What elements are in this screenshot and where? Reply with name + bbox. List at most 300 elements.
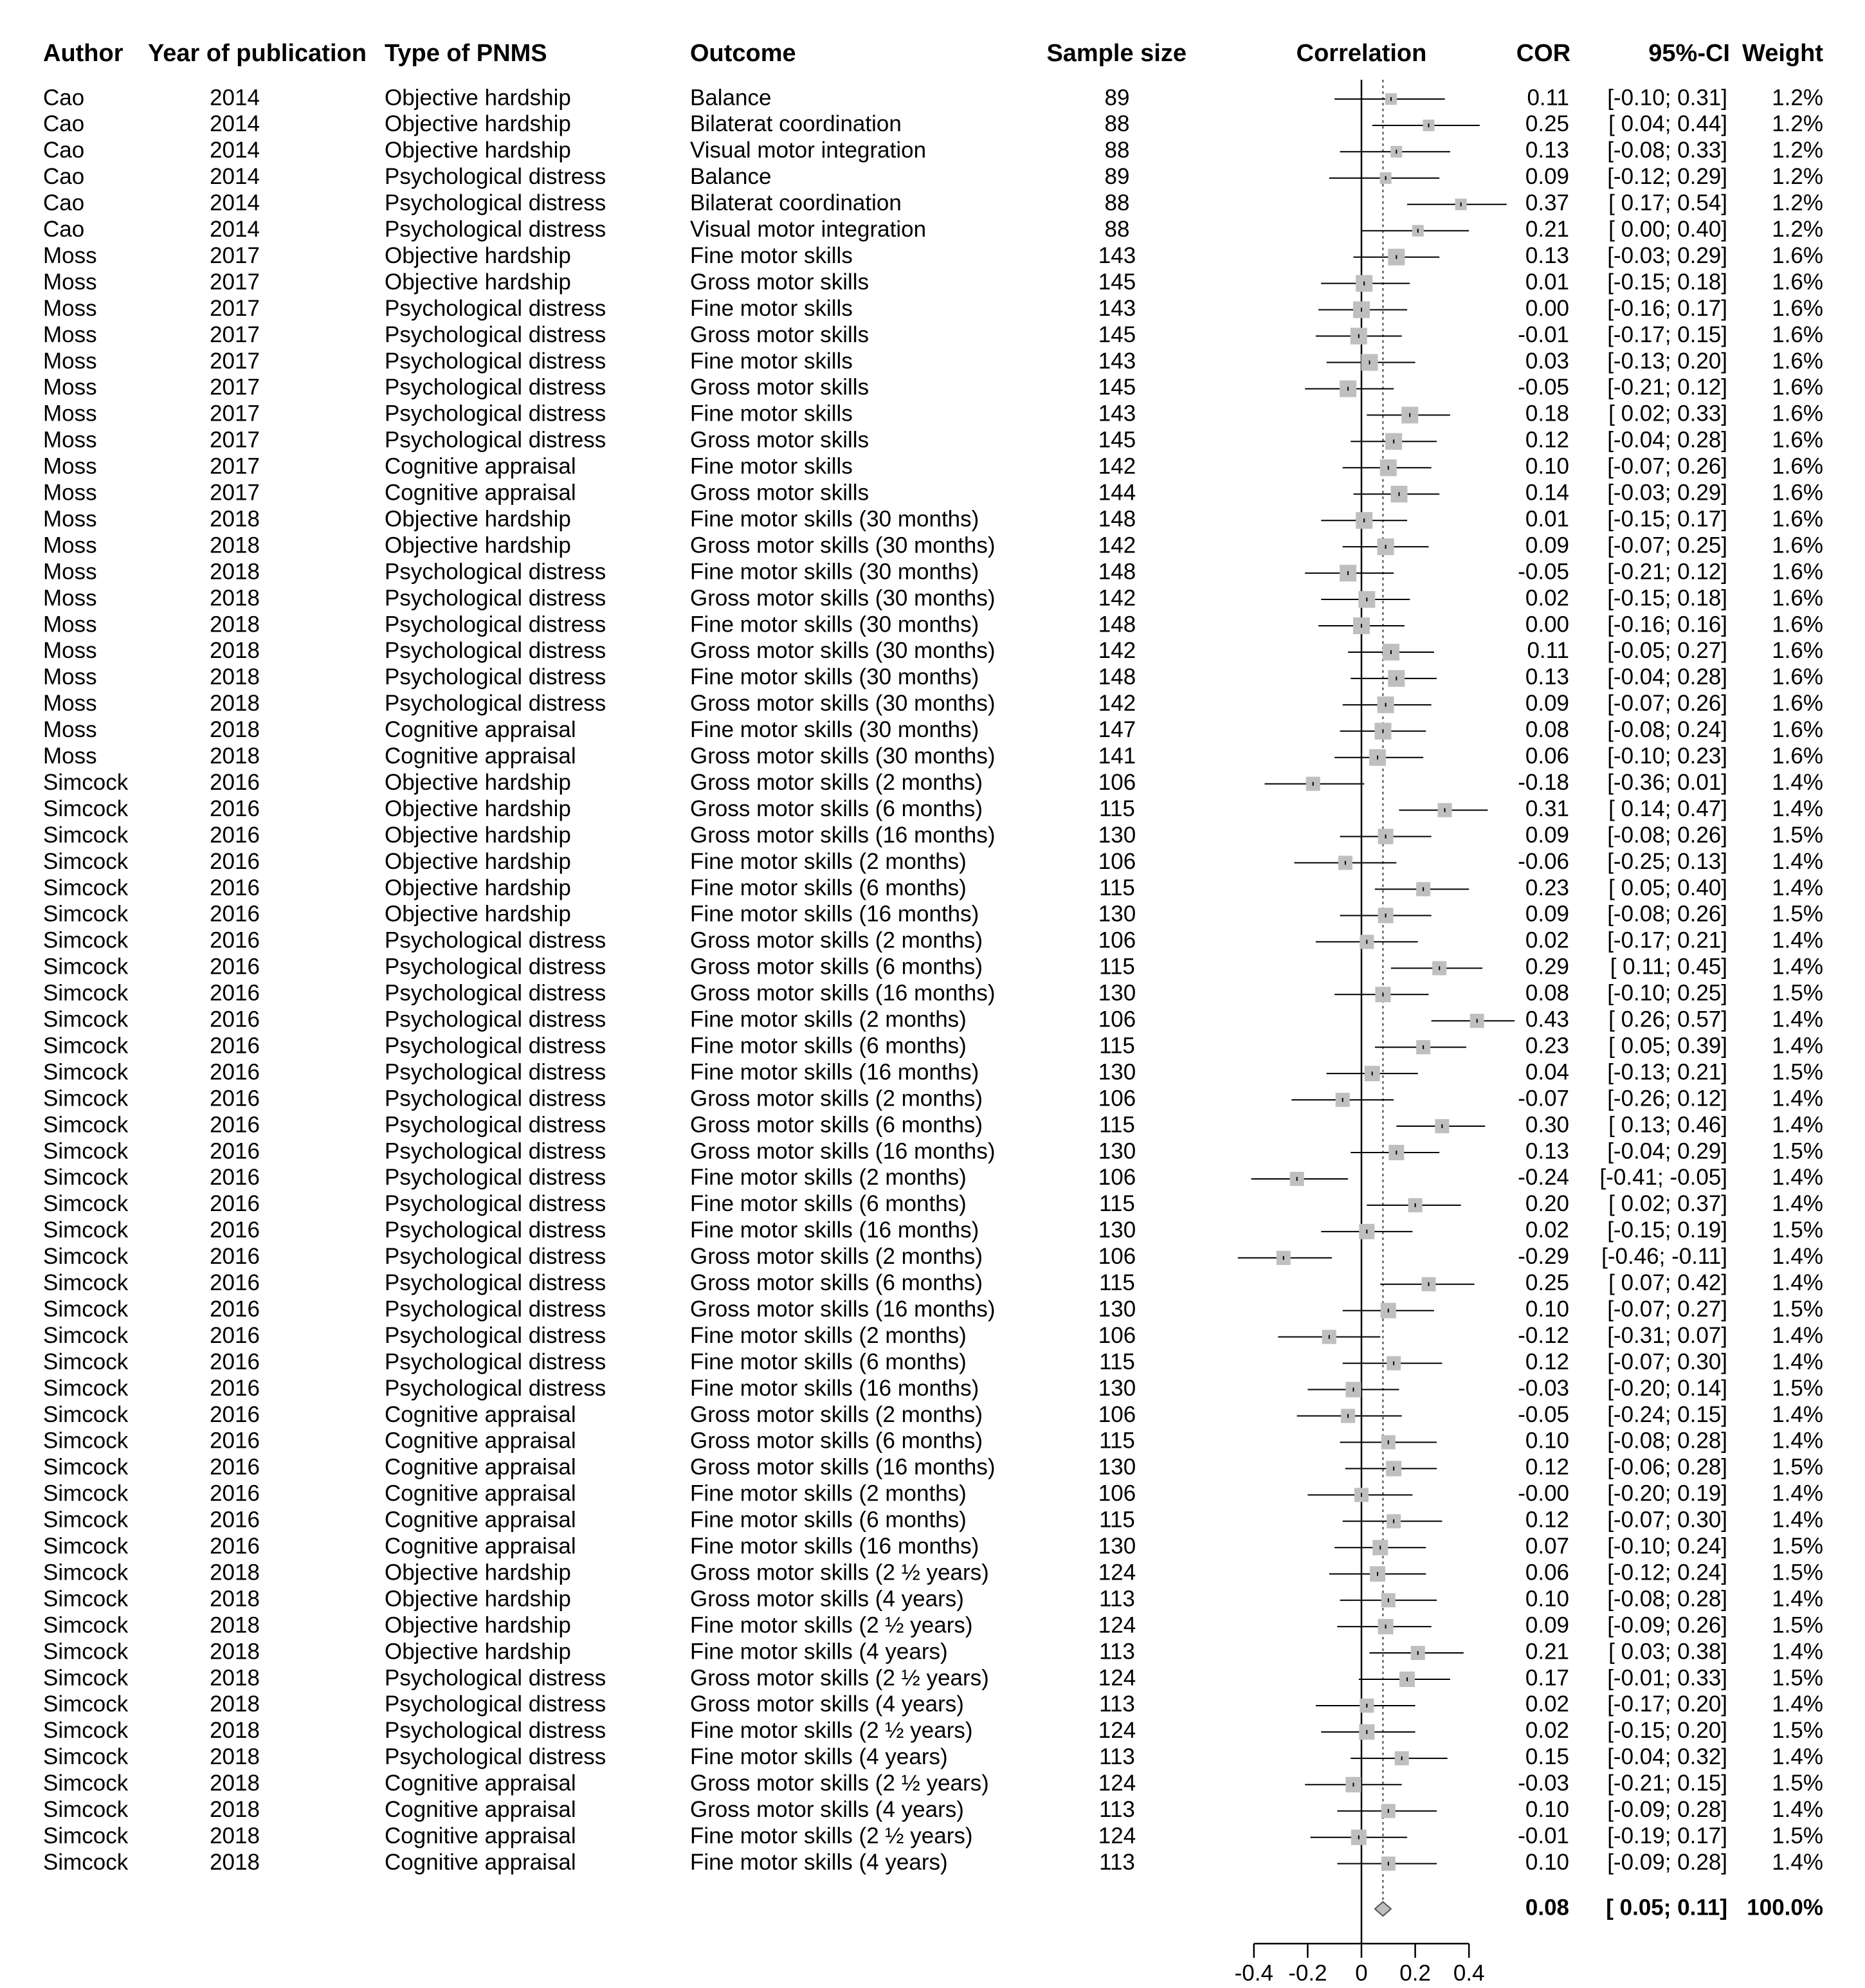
row-outcome: Bilaterat coordination (690, 190, 902, 216)
row-author: Simcock (43, 1322, 129, 1348)
row-cor: 0.13 (1525, 242, 1569, 268)
row-ci: [-0.07; 0.30] (1607, 1349, 1727, 1374)
row-cor: 0.03 (1525, 348, 1569, 374)
row-author: Moss (43, 691, 97, 716)
row-author: Simcock (43, 1375, 129, 1401)
row-ci: [-0.09; 0.26] (1607, 1612, 1727, 1638)
row-ci: [-0.20; 0.14] (1607, 1375, 1727, 1401)
row-type: Psychological distress (385, 374, 606, 400)
row-year: 2018 (210, 506, 260, 532)
row-sample-size: 115 (1099, 1112, 1135, 1138)
row-weight: 1.5% (1772, 1454, 1823, 1480)
row-sample-size: 113 (1099, 1639, 1135, 1664)
row-cor: 0.25 (1525, 111, 1569, 137)
row-year: 2017 (210, 348, 260, 374)
row-type: Psychological distress (385, 559, 606, 585)
row-year: 2018 (210, 1744, 260, 1770)
row-ci: [-0.41; -0.05] (1599, 1165, 1727, 1190)
row-author: Simcock (43, 1823, 129, 1848)
row-weight: 1.6% (1772, 480, 1823, 506)
row-ci: [-0.08; 0.28] (1607, 1428, 1727, 1454)
row-weight: 1.2% (1772, 138, 1823, 163)
row-author: Cao (43, 138, 85, 163)
row-sample-size: 115 (1099, 796, 1135, 821)
row-type: Objective hardship (385, 875, 571, 900)
row-cor: 0.21 (1525, 1639, 1569, 1664)
row-sample-size: 124 (1098, 1718, 1136, 1744)
row-cor: 0.02 (1525, 585, 1569, 611)
row-type: Psychological distress (385, 1138, 606, 1164)
row-ci: [-0.04; 0.28] (1607, 427, 1727, 453)
row-type: Psychological distress (385, 295, 606, 321)
row-year: 2016 (210, 1428, 260, 1454)
row-weight: 1.6% (1772, 295, 1823, 321)
row-sample-size: 106 (1098, 848, 1136, 874)
row-type: Psychological distress (385, 1086, 606, 1111)
row-author: Simcock (43, 1270, 129, 1295)
row-type: Objective hardship (385, 85, 571, 111)
row-author: Moss (43, 743, 97, 769)
row-outcome: Fine motor skills (16 months) (690, 1217, 979, 1243)
row-author: Simcock (43, 1086, 129, 1111)
row-cor: 0.09 (1525, 691, 1569, 716)
row-weight: 1.4% (1772, 1086, 1823, 1111)
row-type: Psychological distress (385, 954, 606, 980)
row-author: Simcock (43, 1217, 129, 1243)
row-outcome: Fine motor skills (6 months) (690, 1033, 967, 1059)
row-ci: [-0.10; 0.24] (1607, 1533, 1727, 1559)
row-outcome: Gross motor skills (690, 427, 869, 453)
row-sample-size: 88 (1104, 111, 1130, 137)
row-weight: 1.6% (1772, 348, 1823, 374)
row-year: 2018 (210, 664, 260, 690)
row-type: Objective hardship (385, 848, 571, 874)
row-year: 2014 (210, 190, 260, 216)
row-ci: [-0.15; 0.20] (1607, 1718, 1727, 1744)
row-type: Psychological distress (385, 1059, 606, 1085)
row-author: Simcock (43, 1296, 129, 1322)
row-author: Moss (43, 269, 97, 295)
row-ci: [-0.21; 0.12] (1607, 374, 1727, 400)
row-type: Psychological distress (385, 1718, 606, 1744)
row-outcome: Gross motor skills (30 months) (690, 743, 996, 769)
row-author: Moss (43, 717, 97, 743)
row-type: Psychological distress (385, 217, 606, 242)
row-cor: 0.14 (1525, 480, 1569, 506)
row-weight: 1.5% (1772, 980, 1823, 1006)
row-weight: 1.2% (1772, 190, 1823, 216)
row-type: Psychological distress (385, 1322, 606, 1348)
row-type: Cognitive appraisal (385, 1481, 576, 1506)
row-year: 2014 (210, 164, 260, 190)
row-cor: -0.03 (1518, 1375, 1569, 1401)
row-cor: 0.11 (1527, 638, 1569, 664)
row-sample-size: 88 (1104, 217, 1130, 242)
row-sample-size: 115 (1099, 954, 1135, 980)
row-weight: 1.5% (1772, 1059, 1823, 1085)
row-type: Psychological distress (385, 164, 606, 190)
row-sample-size: 124 (1098, 1560, 1136, 1585)
row-year: 2018 (210, 612, 260, 637)
row-author: Simcock (43, 1771, 129, 1796)
row-author: Simcock (43, 1059, 129, 1085)
row-sample-size: 124 (1098, 1612, 1136, 1638)
row-weight: 1.4% (1772, 875, 1823, 900)
row-sample-size: 145 (1098, 427, 1136, 453)
row-cor: 0.12 (1525, 427, 1569, 453)
row-cor: 0.09 (1525, 533, 1569, 558)
row-type: Psychological distress (385, 1112, 606, 1138)
row-sample-size: 130 (1098, 1454, 1136, 1480)
row-ci: [-0.03; 0.29] (1607, 242, 1727, 268)
row-weight: 1.4% (1772, 1007, 1823, 1032)
row-author: Simcock (43, 1244, 129, 1270)
row-weight: 1.5% (1772, 1771, 1823, 1796)
row-weight: 1.4% (1772, 848, 1823, 874)
row-type: Psychological distress (385, 1217, 606, 1243)
row-weight: 1.4% (1772, 954, 1823, 980)
row-year: 2016 (210, 796, 260, 821)
row-cor: 0.18 (1525, 401, 1569, 426)
row-cor: 0.30 (1525, 1112, 1569, 1138)
summary-weight: 100.0% (1747, 1895, 1823, 1920)
row-type: Cognitive appraisal (385, 1849, 576, 1875)
row-ci: [-0.09; 0.28] (1607, 1849, 1727, 1875)
row-year: 2016 (210, 1217, 260, 1243)
row-cor: 0.13 (1525, 1138, 1569, 1164)
x-tick-label: -0.2 (1288, 1960, 1327, 1986)
row-outcome: Gross motor skills (690, 322, 869, 347)
row-author: Moss (43, 348, 97, 374)
row-sample-size: 113 (1099, 1692, 1135, 1717)
row-weight: 1.5% (1772, 1375, 1823, 1401)
row-ci: [-0.12; 0.24] (1607, 1560, 1727, 1585)
row-cor: -0.05 (1518, 559, 1569, 585)
row-cor: 0.23 (1525, 875, 1569, 900)
row-weight: 1.4% (1772, 1401, 1823, 1427)
row-sample-size: 130 (1098, 1533, 1136, 1559)
row-weight: 1.4% (1772, 1322, 1823, 1348)
row-author: Simcock (43, 1586, 129, 1612)
row-sample-size: 88 (1104, 190, 1130, 216)
row-author: Simcock (43, 1639, 129, 1664)
row-ci: [ 0.05; 0.40] (1608, 875, 1727, 900)
row-type: Psychological distress (385, 980, 606, 1006)
row-sample-size: 124 (1098, 1665, 1136, 1691)
row-outcome: Gross motor skills (16 months) (690, 1454, 996, 1480)
row-sample-size: 106 (1098, 1086, 1136, 1111)
row-weight: 1.5% (1772, 1665, 1823, 1691)
row-weight: 1.4% (1772, 1428, 1823, 1454)
row-cor: 0.00 (1525, 295, 1569, 321)
row-type: Psychological distress (385, 638, 606, 664)
row-author: Simcock (43, 1560, 129, 1585)
row-type: Psychological distress (385, 1165, 606, 1190)
row-year: 2016 (210, 1165, 260, 1190)
row-cor: 0.10 (1525, 1586, 1569, 1612)
row-sample-size: 130 (1098, 1296, 1136, 1322)
row-author: Simcock (43, 1612, 129, 1638)
row-year: 2018 (210, 1797, 260, 1822)
row-type: Cognitive appraisal (385, 1401, 576, 1427)
row-cor: -0.07 (1518, 1086, 1569, 1111)
row-outcome: Gross motor skills (16 months) (690, 1296, 996, 1322)
row-type: Psychological distress (385, 1270, 606, 1295)
row-weight: 1.4% (1772, 1033, 1823, 1059)
row-author: Simcock (43, 901, 129, 927)
row-weight: 1.6% (1772, 427, 1823, 453)
row-sample-size: 115 (1099, 1428, 1135, 1454)
x-tick-label: -0.4 (1234, 1960, 1273, 1986)
row-year: 2018 (210, 1560, 260, 1585)
row-cor: 0.10 (1525, 1428, 1569, 1454)
row-year: 2018 (210, 1718, 260, 1744)
row-type: Psychological distress (385, 1244, 606, 1270)
row-author: Simcock (43, 980, 129, 1006)
row-type: Psychological distress (385, 664, 606, 690)
row-weight: 1.6% (1772, 638, 1823, 664)
row-type: Objective hardship (385, 1586, 571, 1612)
row-ci: [-0.24; 0.15] (1607, 1401, 1727, 1427)
row-weight: 1.5% (1772, 1823, 1823, 1848)
row-year: 2016 (210, 1296, 260, 1322)
row-type: Psychological distress (385, 691, 606, 716)
row-author: Moss (43, 401, 97, 426)
row-sample-size: 142 (1098, 638, 1136, 664)
row-author: Simcock (43, 1401, 129, 1427)
row-cor: -0.03 (1518, 1771, 1569, 1796)
row-year: 2016 (210, 1059, 260, 1085)
row-weight: 1.6% (1772, 612, 1823, 637)
row-weight: 1.6% (1772, 269, 1823, 295)
row-year: 2018 (210, 1665, 260, 1691)
row-type: Psychological distress (385, 1744, 606, 1770)
row-weight: 1.4% (1772, 769, 1823, 795)
row-cor: 0.17 (1525, 1665, 1569, 1691)
row-sample-size: 130 (1098, 1375, 1136, 1401)
row-author: Moss (43, 242, 97, 268)
row-year: 2018 (210, 1823, 260, 1848)
row-sample-size: 142 (1098, 533, 1136, 558)
row-year: 2016 (210, 1270, 260, 1295)
row-type: Psychological distress (385, 1296, 606, 1322)
row-sample-size: 142 (1098, 691, 1136, 716)
row-type: Psychological distress (385, 1007, 606, 1032)
row-outcome: Fine motor skills (2 months) (690, 1165, 967, 1190)
row-ci: [-0.26; 0.12] (1607, 1086, 1727, 1111)
row-outcome: Fine motor skills (30 months) (690, 717, 979, 743)
row-weight: 1.4% (1772, 796, 1823, 821)
row-weight: 1.6% (1772, 322, 1823, 347)
row-author: Moss (43, 480, 97, 506)
row-type: Psychological distress (385, 1375, 606, 1401)
row-cor: 0.13 (1525, 138, 1569, 163)
row-type: Objective hardship (385, 1612, 571, 1638)
row-outcome: Gross motor skills (2 months) (690, 1244, 983, 1270)
row-ci: [-0.15; 0.17] (1607, 506, 1727, 532)
x-tick-label: 0.2 (1399, 1960, 1431, 1986)
row-year: 2016 (210, 1138, 260, 1164)
row-cor: 0.01 (1525, 506, 1569, 532)
row-type: Objective hardship (385, 796, 571, 821)
row-author: Simcock (43, 1507, 129, 1533)
row-sample-size: 143 (1098, 348, 1136, 374)
row-outcome: Fine motor skills (30 months) (690, 612, 979, 637)
row-sample-size: 106 (1098, 1401, 1136, 1427)
row-cor: 0.21 (1525, 217, 1569, 242)
row-author: Simcock (43, 1481, 129, 1506)
row-author: Moss (43, 427, 97, 453)
row-type: Cognitive appraisal (385, 1454, 576, 1480)
row-type: Cognitive appraisal (385, 453, 576, 479)
row-year: 2016 (210, 1454, 260, 1480)
row-cor: 0.15 (1525, 1744, 1569, 1770)
row-ci: [-0.04; 0.29] (1607, 1138, 1727, 1164)
row-ci: [ 0.13; 0.46] (1608, 1112, 1727, 1138)
row-year: 2016 (210, 1533, 260, 1559)
row-sample-size: 145 (1098, 269, 1136, 295)
row-type: Cognitive appraisal (385, 480, 576, 506)
row-sample-size: 143 (1098, 242, 1136, 268)
row-sample-size: 106 (1098, 1007, 1136, 1032)
row-outcome: Gross motor skills (6 months) (690, 1428, 983, 1454)
row-type: Objective hardship (385, 242, 571, 268)
row-weight: 1.2% (1772, 217, 1823, 242)
row-author: Moss (43, 322, 97, 347)
row-sample-size: 115 (1099, 1033, 1135, 1059)
row-ci: [-0.07; 0.30] (1607, 1507, 1727, 1533)
row-sample-size: 89 (1104, 164, 1130, 190)
row-author: Simcock (43, 1849, 129, 1875)
header-ci: 95%-CI (1648, 40, 1730, 68)
row-outcome: Fine motor skills (30 months) (690, 506, 979, 532)
row-year: 2017 (210, 242, 260, 268)
row-cor: 0.08 (1525, 980, 1569, 1006)
row-weight: 1.4% (1772, 1692, 1823, 1717)
row-outcome: Gross motor skills (2 ½ years) (690, 1771, 989, 1796)
row-sample-size: 89 (1104, 85, 1130, 111)
row-type: Cognitive appraisal (385, 1823, 576, 1848)
row-sample-size: 130 (1098, 980, 1136, 1006)
row-author: Moss (43, 664, 97, 690)
row-ci: [-0.09; 0.28] (1607, 1797, 1727, 1822)
row-type: Cognitive appraisal (385, 1507, 576, 1533)
row-author: Simcock (43, 1138, 129, 1164)
row-cor: 0.09 (1525, 901, 1569, 927)
row-weight: 1.6% (1772, 691, 1823, 716)
row-type: Objective hardship (385, 138, 571, 163)
row-cor: 0.10 (1525, 1849, 1569, 1875)
row-cor: -0.05 (1518, 1401, 1569, 1427)
row-author: Simcock (43, 1007, 129, 1032)
row-cor: 0.10 (1525, 1797, 1569, 1822)
row-year: 2018 (210, 1849, 260, 1875)
row-outcome: Fine motor skills (2 ½ years) (690, 1823, 973, 1848)
row-outcome: Fine motor skills (6 months) (690, 1349, 967, 1374)
row-year: 2016 (210, 954, 260, 980)
row-author: Moss (43, 506, 97, 532)
header-correlation: Correlation (1296, 40, 1427, 68)
row-author: Simcock (43, 848, 129, 874)
row-sample-size: 130 (1098, 1138, 1136, 1164)
row-year: 2018 (210, 1639, 260, 1664)
row-cor: -0.01 (1518, 322, 1569, 347)
row-ci: [-0.10; 0.31] (1607, 85, 1727, 111)
row-outcome: Gross motor skills (2 months) (690, 1086, 983, 1111)
row-year: 2016 (210, 1033, 260, 1059)
row-outcome: Fine motor skills (690, 295, 853, 321)
row-outcome: Gross motor skills (690, 374, 869, 400)
row-year: 2016 (210, 822, 260, 848)
row-cor: 0.12 (1525, 1507, 1569, 1533)
row-type: Psychological distress (385, 190, 606, 216)
row-year: 2018 (210, 533, 260, 558)
row-sample-size: 115 (1099, 1349, 1135, 1374)
row-ci: [-0.05; 0.27] (1607, 638, 1727, 664)
row-weight: 1.6% (1772, 717, 1823, 743)
row-ci: [-0.01; 0.33] (1607, 1665, 1727, 1691)
row-outcome: Balance (690, 164, 772, 190)
row-sample-size: 113 (1099, 1797, 1135, 1822)
row-ci: [-0.21; 0.15] (1607, 1771, 1727, 1796)
row-year: 2014 (210, 111, 260, 137)
row-outcome: Fine motor skills (16 months) (690, 1059, 979, 1085)
row-ci: [-0.07; 0.26] (1607, 453, 1727, 479)
row-ci: [ 0.04; 0.44] (1608, 111, 1727, 137)
row-weight: 1.2% (1772, 85, 1823, 111)
row-cor: -0.05 (1518, 374, 1569, 400)
row-year: 2017 (210, 427, 260, 453)
row-ci: [-0.10; 0.25] (1607, 980, 1727, 1006)
row-year: 2016 (210, 1349, 260, 1374)
header-cor: COR (1516, 40, 1571, 68)
row-author: Moss (43, 585, 97, 611)
row-year: 2016 (210, 980, 260, 1006)
row-ci: [-0.17; 0.15] (1607, 322, 1727, 347)
row-sample-size: 148 (1098, 612, 1136, 637)
row-ci: [-0.17; 0.21] (1607, 927, 1727, 953)
row-sample-size: 113 (1099, 1586, 1135, 1612)
row-weight: 1.6% (1772, 585, 1823, 611)
row-year: 2016 (210, 1375, 260, 1401)
row-type: Psychological distress (385, 1692, 606, 1717)
row-sample-size: 115 (1099, 875, 1135, 900)
row-outcome: Gross motor skills (16 months) (690, 980, 996, 1006)
row-type: Psychological distress (385, 1665, 606, 1691)
row-author: Simcock (43, 796, 129, 821)
row-outcome: Bilaterat coordination (690, 111, 902, 137)
header-year: Year of publication (148, 40, 367, 68)
row-type: Objective hardship (385, 1639, 571, 1664)
row-cor: 0.13 (1525, 664, 1569, 690)
row-ci: [-0.03; 0.29] (1607, 480, 1727, 506)
row-sample-size: 130 (1098, 822, 1136, 848)
row-outcome: Gross motor skills (16 months) (690, 1138, 996, 1164)
row-type: Objective hardship (385, 901, 571, 927)
row-ci: [-0.08; 0.24] (1607, 717, 1727, 743)
row-year: 2016 (210, 875, 260, 900)
row-cor: 0.07 (1525, 1533, 1569, 1559)
row-author: Simcock (43, 1165, 129, 1190)
row-outcome: Gross motor skills (6 months) (690, 1112, 983, 1138)
row-year: 2014 (210, 217, 260, 242)
row-ci: [-0.07; 0.27] (1607, 1296, 1727, 1322)
row-weight: 1.5% (1772, 1533, 1823, 1559)
row-sample-size: 106 (1098, 1244, 1136, 1270)
row-weight: 1.5% (1772, 822, 1823, 848)
row-weight: 1.6% (1772, 401, 1823, 426)
row-outcome: Fine motor skills (4 years) (690, 1744, 948, 1770)
